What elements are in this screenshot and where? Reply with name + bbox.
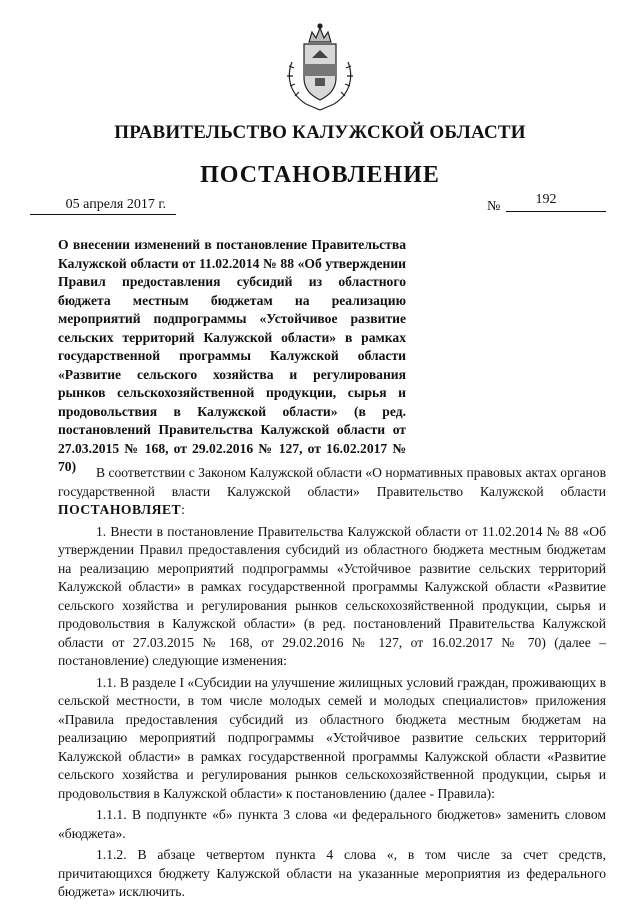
decree-word: ПОСТАНОВЛЯЕТ [58, 502, 182, 517]
paragraph-1-1-1: 1.1.1. В подпункте «б» пункта 3 слова «и федерального бюджетов» заменить словом «бюджета». [58, 807, 606, 841]
coat-of-arms-emblem [282, 22, 358, 112]
paragraph-1-1-2: 1.1.2. В абзаце четвертом пункта 4 слова «, в том числе за счет средств, причитающихся бюджету Калужской области на указанные мероприятия из федерального бюджета» исключить. [58, 847, 606, 899]
intro-text: В соответствии с Законом Калужской области «О нормативных правовых актах органов государственной власти Калужской области» Правительство Калужской области [58, 465, 606, 499]
document-body [58, 464, 606, 902]
document-type: ПОСТАНОВЛЕНИЕ [200, 162, 440, 188]
document-date: 05 апреля 2017 г. [30, 197, 176, 215]
government-title: ПРАВИТЕЛЬСТВО КАЛУЖСКОЙ ОБЛАСТИ [114, 122, 526, 143]
document-subject: О внесении изменений в постановление Правительства Калужской области от 11.02.2014 № 88 «Об утверждении Правил предоставления субсидий из областного бюджета местным бюджетам на реализацию мероприятий подпрограммы «Устойчивое развитие сельских территорий Калужской области» в рамках государственной программы Калужской области «Развитие сельского хозяйства и регулирования рынков сельскохозяйственной продукции, сырья и продовольствия в Калужской области» (в ред. постановлений Правительства Калужской области от 27.03.2015 № 168, от 29.02.2016 № 127, от 16.02.2017 № 70) [58, 237, 406, 474]
decree-colon: : [181, 502, 185, 517]
intro-paragraph [58, 464, 606, 520]
paragraph-1: 1. Внести в постановление Правительства Калужской области от 11.02.2014 № 88 «Об утверждении Правил предоставления субсидий из областного бюджета местным бюджетам на реализацию мероприятий подпрограммы «Устойчивое развитие сельских территорий Калужской области» в рамках государственной программы Калужской области «Развитие сельского хозяйства и регулирования рынков сельскохозяйственной продукции, сырья и продовольствия в Калужской области» (в ред. постановлений Правительства Калужской области от 27.03.2015 № 168, от 29.02.2016 № 127, от 16.02.2017 № 70) (далее – постановление) следующие изменения: [58, 523, 606, 668]
paragraph-1-1: 1.1. В разделе I «Субсидии на улучшение жилищных условий граждан, проживающих в сельской местности, в том числе молодых семей и молодых специалистов» приложения «Правила предоставления субсидий из областного бюджета местным бюджетам на реализацию мероприятий подпрограммы «Устойчивое развитие сельских территорий Калужской области» в рамках государственной программы Калужской области «Развитие сельского хозяйства и регулирования рынков сельскохозяйственной продукции, сырья и продовольствия в Калужской области» к постановлению (далее - Правила): [58, 674, 606, 801]
number-sign: № [487, 199, 501, 214]
document-number: 192 [535, 192, 557, 207]
